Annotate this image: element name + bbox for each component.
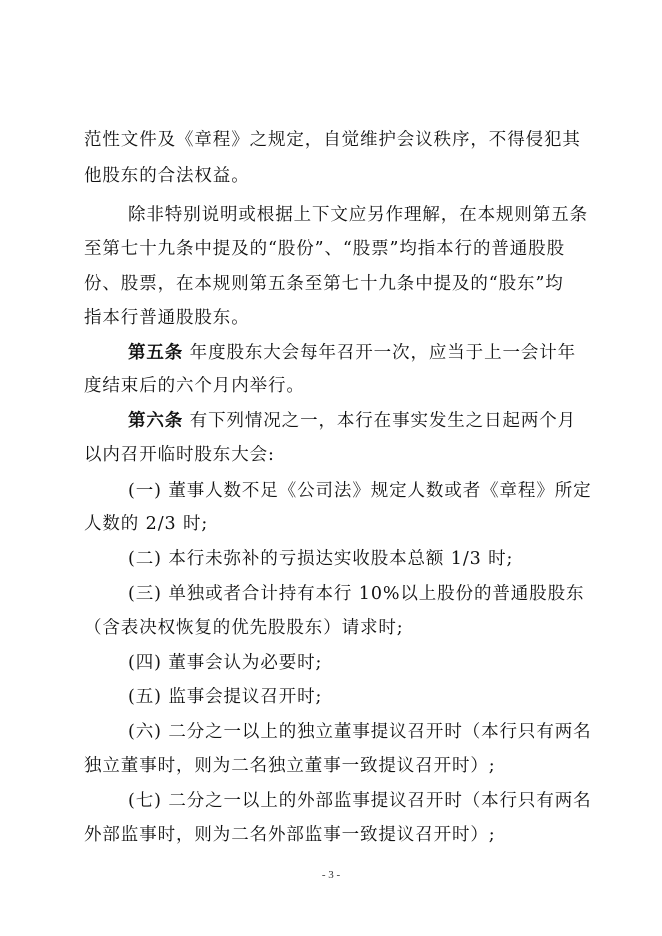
text-line: （含表决权恢复的优先股股东）请求时; xyxy=(84,618,404,638)
list-item: (七) 二分之一以上的外部监事提议召开时（本行只有两名 xyxy=(128,791,592,811)
text-line: 至第七十九条中提及的“股份”、“股票”均指本行的普通股股 xyxy=(84,239,565,259)
text-line: 人数的 2/3 时; xyxy=(84,514,209,534)
list-item: (三) 单独或者合计持有本行 10%以上股份的普通股股东 xyxy=(128,584,585,604)
text-line: 范性文件及《章程》之规定，自觉维护会议秩序，不得侵犯其 xyxy=(84,130,581,150)
text-line: 指本行普通股股东。 xyxy=(84,308,250,328)
text-line: 份、股票，在本规则第五条至第七十九条中提及的“股东”均 xyxy=(84,274,564,294)
article-text: 年度股东大会每年召开一次，应当于上一会计年 xyxy=(183,343,577,363)
text-line: 他股东的合法权益。 xyxy=(84,166,250,186)
text-line: 除非特别说明或根据上下文应另作理解，在本规则第五条 xyxy=(128,205,588,225)
list-item: (五) 监事会提议召开时; xyxy=(128,687,323,707)
text-line: 外部监事时，则为二名外部监事一致提议召开时）; xyxy=(84,825,496,845)
list-item: (一) 董事人数不足《公司法》规定人数或者《章程》所定 xyxy=(128,481,592,501)
list-item: (二) 本行未弥补的亏损达实收股本总额 1/3 时; xyxy=(128,549,514,569)
text-line: 度结束后的六个月内举行。 xyxy=(84,376,305,396)
article-6-line xyxy=(128,409,576,433)
article-5-line xyxy=(128,341,576,365)
article-label: 第六条 xyxy=(128,411,184,431)
page-number: - 3 - xyxy=(321,869,341,881)
article-text: 有下列情况之一，本行在事实发生之日起两个月 xyxy=(183,411,577,431)
list-item: (四) 董事会认为必要时; xyxy=(128,653,323,673)
text-line: 以内召开临时股东大会: xyxy=(84,445,275,465)
list-item: (六) 二分之一以上的独立董事提议召开时（本行只有两名 xyxy=(128,722,592,742)
text-line: 独立董事时，则为二名独立董事一致提议召开时）; xyxy=(84,756,496,776)
article-label: 第五条 xyxy=(128,343,184,363)
